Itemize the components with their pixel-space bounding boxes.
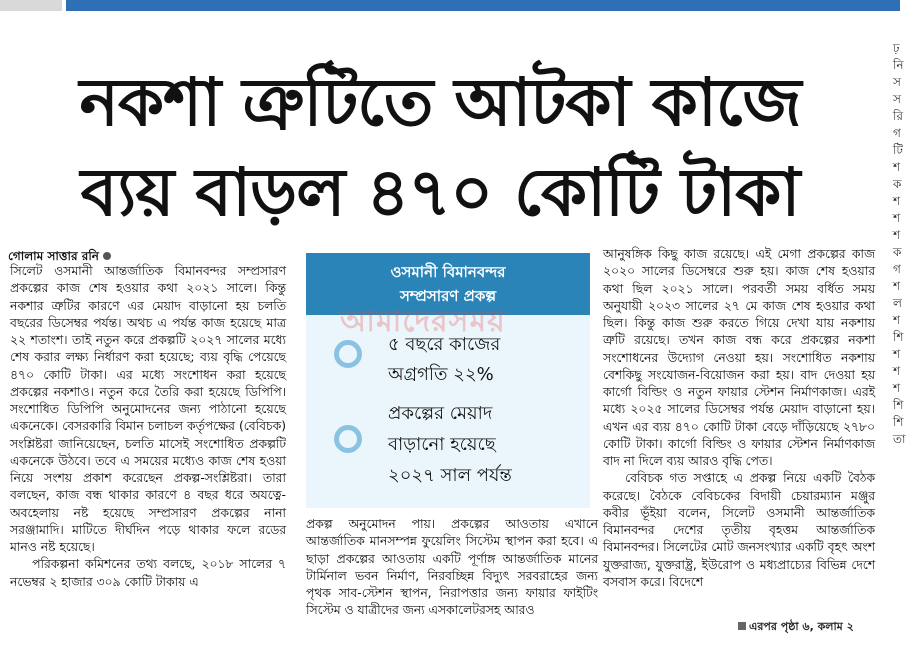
headline-line-2: ব্যয় বাড়ল ৪৭০ কোটি টাকা [80, 154, 800, 231]
highlight-item-deadline [388, 398, 512, 491]
top-bar-gray [0, 0, 62, 11]
bullet-ring-icon [334, 340, 362, 368]
paragraph: প্রকল্প অনুমোদন পায়। প্রকল্পের আওতায় এখানে আন্তর্জাতিক মানসম্পন্ন ফুয়েলিং সিস্টেম স্থাপন করা হবে। এ ছাড়া প্রকল্পের আওতায় একটি পূর্ণাঙ্গ আন্তর্জাতিক মানের টার্মিনাল ভবন নির্মাণ, নিরবচ্ছিন্ন বিদ্যুৎ সরবরাহের জন্য পৃথক সাব-স্টেশন স্থাপন, নিরাপত্তার জন্য ফায়ার ফাইটিং সিস্টেম ও যাত্রীদের জন্য এসকালেটরসহ আরও [306, 517, 598, 618]
highlight-item-line: ৫ বছরে কাজের [388, 334, 501, 355]
continuation-text: এরপর পৃষ্ঠা ৬, কলাম ২ [749, 620, 854, 633]
highlight-item-line: অগ্রগতি ২২% [388, 364, 494, 385]
article-column-3 [603, 246, 875, 591]
paragraph: আনুষঙ্গিক কিছু কাজ রয়েছে। এই মেগা প্রকল্পের কাজ ২০২০ সালের ডিসেম্বরে শুরু হয়। কাজ শেষ হওয়ার কথা ছিল ২০২১ সালে। পরবর্তী সময় বর্ধিত সময় অনুযায়ী ২০২৩ সালের ২৭ মে কাজ শেষ হওয়ার কথা ছিল। কিন্তু কাজ শুরু করতে গিয়ে দেখা যায় নকশায় ত্রুটি রয়েছে। তখন কাজ বন্ধ করে প্রকল্পের নকশা সংশোধনের উদ্যোগ নেওয়া হয়। সংশোধিত নকশায় বেশকিছু সংযোজন-বিয়োজন করা হয়। বাদ দেওয়া হয় কার্গো বিল্ডিং ও নতুন ফায়ার স্টেশন নির্মাণকাজ। এরই মধ্যে ২০২৫ সালের ডিসেম্বর পর্যন্ত মেয়াদ বাড়ানো হয়। এখন এর ব্যয় ৪৭০ কোটি টাকা বেড়ে দাঁড়িয়েছে ২৭৮০ কোটি টাকা। কার্গো বিল্ডিং ও ফায়ার স্টেশন নির্মাণকাজ বাদ না দিলে ব্যয় আরও বৃদ্ধি পেত। [603, 247, 875, 468]
watermark-logo: আমাদেরসময় [340, 304, 506, 339]
highlight-item-line: প্রকল্পের মেয়াদ [388, 403, 493, 424]
author-name: গোলাম সাত্তার রনি [8, 249, 99, 263]
continuation-note [738, 618, 854, 637]
continuation-square-icon [738, 622, 746, 630]
headline [0, 58, 880, 238]
top-bar-blue [66, 0, 900, 11]
paragraph: পরিকল্পনা কমিশনের তথ্য বলছে, ২০১৮ সালের ৭ নভেম্বর ২ হাজার ৩০৯ কোটি টাকায় এ [10, 557, 286, 589]
highlight-title-line-2: সম্প্রসারণ প্রকল্প [399, 287, 497, 305]
top-color-bar [0, 0, 907, 13]
paragraph: বেবিচক গত সপ্তাহে এ প্রকল্প নিয়ে একটি বৈঠক করেছে। বৈঠকে বেবিচকের বিদায়ী চেয়ারম্যান মঞ্জুর কবীর ভূঁইয়া বলেন, সিলেট ওসমানী আন্তর্জাতিক বিমানবন্দর দেশের তৃতীয় বৃহত্তম আন্তর্জাতিক বিমানবন্দর। সিলেটের মোট জনসংখ্যার একটি বৃহৎ অংশ যুক্তরাজ্য, যুক্তরাষ্ট্র, ইউরোপ ও মধ্যপ্রাচ্যের বিভিন্ন দেশে বসবাস করে। বিদেশে [603, 471, 875, 589]
adjacent-column-fragment: ঢ় নি স স রি গ টি শ ক শ শ শ ক গ শ ল শ শি শ শ শ শি শি তা [893, 41, 906, 446]
highlight-item-progress [388, 330, 500, 390]
highlight-item-line: ২০২৭ সাল পর্যন্ত [388, 465, 512, 486]
paragraph: সিলেট ওসমানী আন্তর্জাতিক বিমানবন্দর সম্প্রসারণ প্রকল্পের কাজ শেষ হওয়ার কথা ২০২১ সালে। কিন্তু নকশার ত্রুটির কারণে এর মেয়াদ বাড়ানো হয় চলতি বছরের ডিসেম্বর পর্যন্ত। অথচ এ পর্যন্ত কাজ হয়েছে মাত্র ২২ শতাংশ। তাই নতুন করে প্রকল্পটি ২০২৭ সালের মধ্যে শেষ করার লক্ষ্য নির্ধারণ করা হয়েছে; ব্যয় বৃদ্ধি পেয়েছে ৪৭০ কোটি টাকা। এর মধ্যে সংশোধন করা হয়েছে প্রকল্পের নকশাও। নতুন করে তৈরি করা হয়েছে ডিপিপি। সংশোধিত ডিপিপি অনুমোদনের জন্য পাঠানো হয়েছে একনেকে। বেসরকারি বিমান চলাচল কর্তৃপক্ষের (বেবিচক) সংশ্লিষ্টরা জানিয়েছেন, চলতি মাসেই সংশোধিত প্রকল্পটি একনেকে উঠবে। তবে এ সময়ের মধ্যেও কাজ শেষ হওয়া নিয়ে সংশয় প্রকাশ করেছেন প্রকল্প-সংশ্লিষ্টরা। তারা বলছেন, কাজ বন্ধ থাকার কারণে ৪ বছর ধরে অযত্নে-অবহেলায় নষ্ট হয়েছে সম্প্রসারণ প্রকল্পের নানা সরঞ্জামাদি। মাটিতে দীর্ঘদিন পড়ে থাকার ফলে রডের মানও নষ্ট হয়েছে। [10, 264, 286, 554]
highlight-pointer [578, 258, 590, 278]
article-column-2 [306, 516, 598, 620]
highlight-title-line-1: ওসমানী বিমানবন্দর [390, 263, 506, 281]
highlight-item-line: বাড়ানো হয়েছে [388, 434, 496, 455]
headline-line-1: নকশা ত্রুটিতে আটকা কাজে [79, 64, 801, 141]
byline-bullet-icon [103, 252, 111, 260]
bullet-ring-icon [334, 425, 362, 453]
article-column-1 [10, 263, 286, 591]
